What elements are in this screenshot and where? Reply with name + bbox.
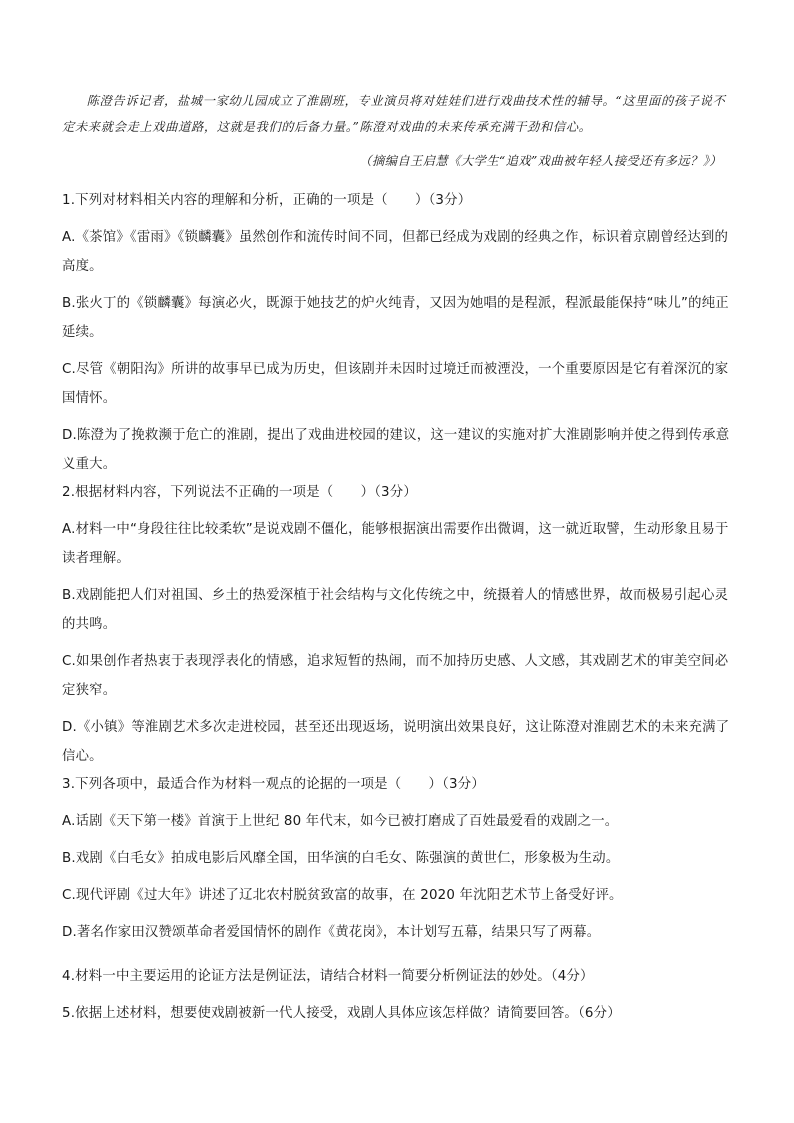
option-a: A.《茶馆》《雷雨》《锁麟囊》虽然创作和流传时间不同，但都已经成为戏剧的经典之作，标识着京剧曾经达到的高度。: [62, 230, 729, 274]
option-a: A.材料一中“身段往往比较柔软”是说戏剧不僵化，能够根据演出需要作出微调，这一就近取譬，生动形象且易于读者理解。: [62, 522, 729, 566]
option-b: B.戏剧能把人们对祖国、乡土的热爱深植于社会结构与文化传统之中，统摄着人的情感世界，故而极易引起心灵的共鸣。: [62, 588, 729, 632]
question-5: [62, 999, 734, 1028]
option-a: A.话剧《天下第一楼》首演于上世纪 80 年代末，如今已被打磨成了百姓最爱看的戏剧之一。: [62, 814, 619, 829]
option-b: B.戏剧《白毛女》拍成电影后风靡全国，田华演的白毛女、陈强演的黄世仁，形象极为生动。: [62, 851, 620, 866]
question-stem: 4.材料一中主要运用的论证方法是例证法，请结合材料一简要分析例证法的妙处。（4分）: [62, 969, 594, 984]
option-c: C.尽管《朝阳沟》所讲的故事早已成为历史，但该剧并未因时过境迁而被湮没，一个重要原因是它有着深沉的家国情怀。: [62, 362, 729, 406]
question-4: [62, 962, 734, 991]
question-stem: 3.下列各项中，最适合作为材料一观点的论据的一项是（ ）（3分）: [62, 777, 485, 792]
question-3: [62, 770, 734, 947]
question-stem: 1.下列对材料相关内容的理解和分析，正确的一项是（ ）（3分）: [62, 193, 472, 208]
option-c: C.如果创作者热衷于表现浮表化的情感，追求短暂的热闹，而不加持历史感、人文感，其戏剧艺术的审美空间必定狭窄。: [62, 654, 729, 698]
passage-source: （摘编自王启慧《大学生“追戏”戏曲被年轻人接受还有多远？》）: [359, 154, 722, 168]
option-b: B.张火丁的《锁麟囊》每演必火，既源于她技艺的炉火纯青，又因为她唱的是程派，程派最能保持“味儿”的纯正延续。: [62, 296, 729, 340]
passage-text: 陈澄告诉记者，盐城一家幼儿园成立了淮剧班，专业演员将对娃娃们进行戏曲技术性的辅导。“这里面的孩子说不定未来就会走上戏曲道路，这就是我们的后备力量。”陈澄对戏曲的未来传承充满干劲和信心。: [62, 94, 726, 134]
option-c: C.现代评剧《过大年》讲述了辽北农村脱贫致富的故事，在 2020 年沈阳艺术节上备受好评。: [62, 888, 623, 903]
question-stem: 2.根据材料内容，下列说法不正确的一项是（ ）（3分）: [62, 485, 417, 500]
question-stem: 5.依据上述材料，想要使戏剧被新一代人接受，戏剧人具体应该怎样做？请简要回答。（6分）: [62, 1006, 621, 1021]
question-2: [62, 478, 734, 771]
passage-paragraph: [62, 88, 734, 140]
option-d: D.陈澄为了挽救濒于危亡的淮剧，提出了戏曲进校园的建议，这一建议的实施对扩大淮剧影响并使之得到传承意义重大。: [62, 428, 730, 472]
question-1: [62, 186, 734, 479]
option-d: D.《小镇》等淮剧艺术多次走进校园，甚至还出现返场，说明演出效果良好，这让陈澄对淮剧艺术的未来充满了信心。: [62, 720, 730, 764]
option-d: D.著名作家田汉赞颂革命者爱国情怀的剧作《黄花岗》，本计划写五幕，结果只写了两幕。: [62, 925, 601, 940]
